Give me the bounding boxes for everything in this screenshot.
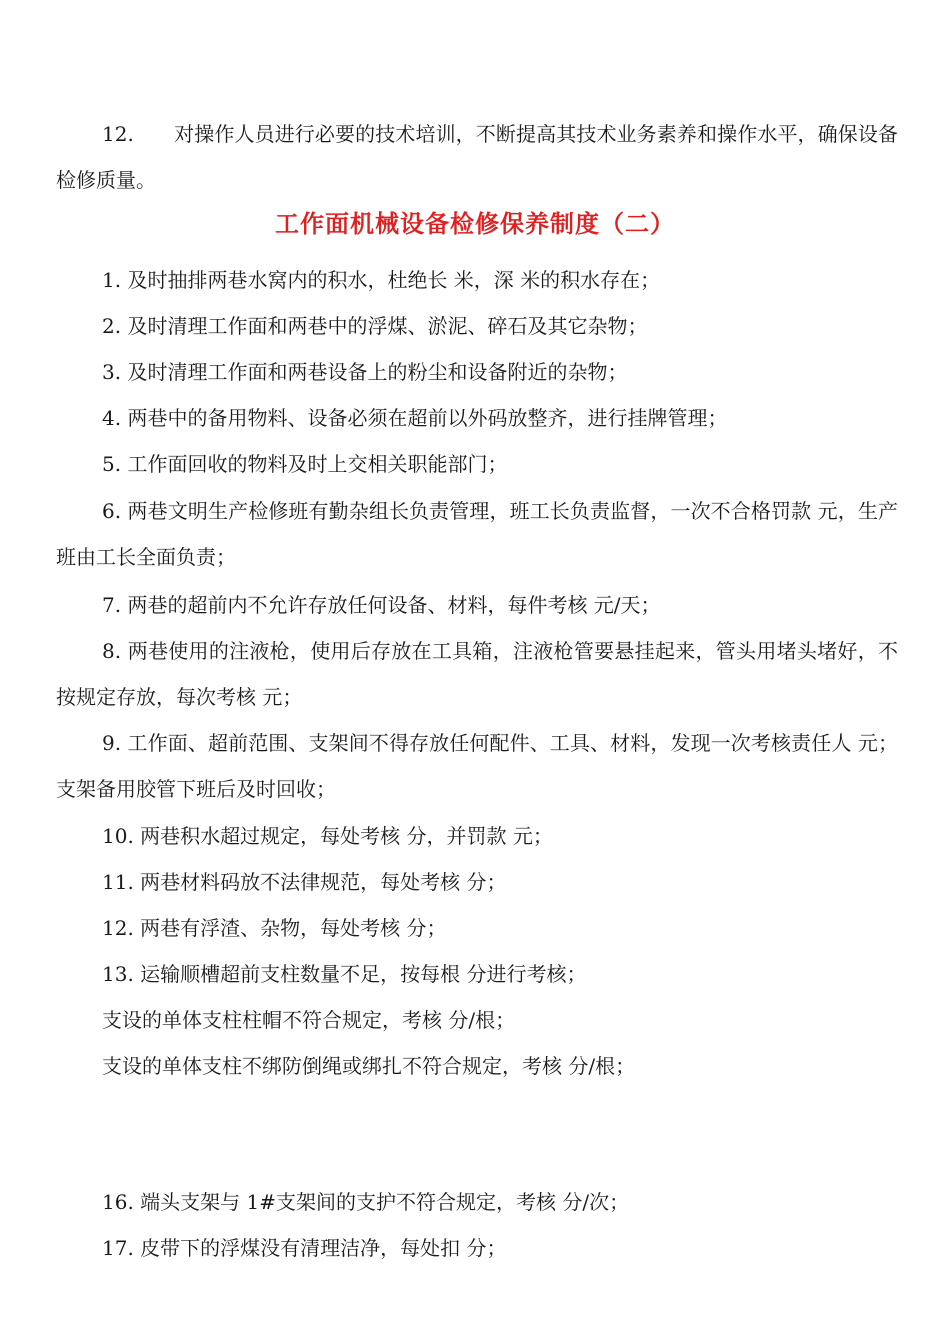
- list-item: 支设的单体支柱不绑防倒绳或绑扎不符合规定，考核 分/根；: [102, 1054, 636, 1078]
- list-item: 6. 两巷文明生产检修班有勤杂组长负责管理，班工长负责监督，一次不合格罚款 元，生产班由工长全面负责；: [56, 499, 898, 569]
- list-item: 2. 及时清理工作面和两巷中的浮煤、淤泥、碎石及其它杂物；: [102, 314, 648, 338]
- list-item: 8. 两巷使用的注液枪，使用后存放在工具箱，注液枪管要悬挂起来，管头用堵头堵好，不按规定存放，每次考核 元；: [56, 639, 898, 709]
- list-item: 9. 工作面、超前范围、支架间不得存放任何配件、工具、材料，发现一次考核责任人 元；支架备用胶管下班后及时回收；: [56, 731, 898, 801]
- list-item: 3. 及时清理工作面和两巷设备上的粉尘和设备附近的杂物；: [102, 360, 628, 384]
- list-item: 1. 及时抽排两巷水窝内的积水，杜绝长 米，深 米的积水存在；: [102, 268, 661, 292]
- list-item: 16. 端头支架与 1#支架间的支护不符合规定，考核 分/次；: [102, 1190, 630, 1214]
- list-item: 4. 两巷中的备用物料、设备必须在超前以外码放整齐，进行挂牌管理；: [102, 406, 728, 430]
- list-item: 13. 运输顺槽超前支柱数量不足，按每根 分进行考核；: [102, 962, 587, 986]
- document-title: 工作面机械设备检修保养制度（二）: [275, 209, 675, 238]
- list-item: 12. 两巷有浮渣、杂物，每处考核 分；: [102, 916, 447, 940]
- list-item: 5. 工作面回收的物料及时上交相关职能部门；: [102, 452, 508, 476]
- list-item: 11. 两巷材料码放不法律规范，每处考核 分；: [102, 870, 507, 894]
- intro-paragraph: 12. 对操作人员进行必要的技术培训，不断提高其技术业务素养和操作水平，确保设备检修质量。: [56, 122, 898, 192]
- list-item: 7. 两巷的超前内不允许存放任何设备、材料，每件考核 元/天；: [102, 593, 661, 617]
- list-item: 支设的单体支柱柱帽不符合规定，考核 分/根；: [102, 1008, 516, 1032]
- list-item: 17. 皮带下的浮煤没有清理洁净，每处扣 分；: [102, 1236, 507, 1260]
- list-item: 10. 两巷积水超过规定，每处考核 分，并罚款 元；: [102, 824, 553, 848]
